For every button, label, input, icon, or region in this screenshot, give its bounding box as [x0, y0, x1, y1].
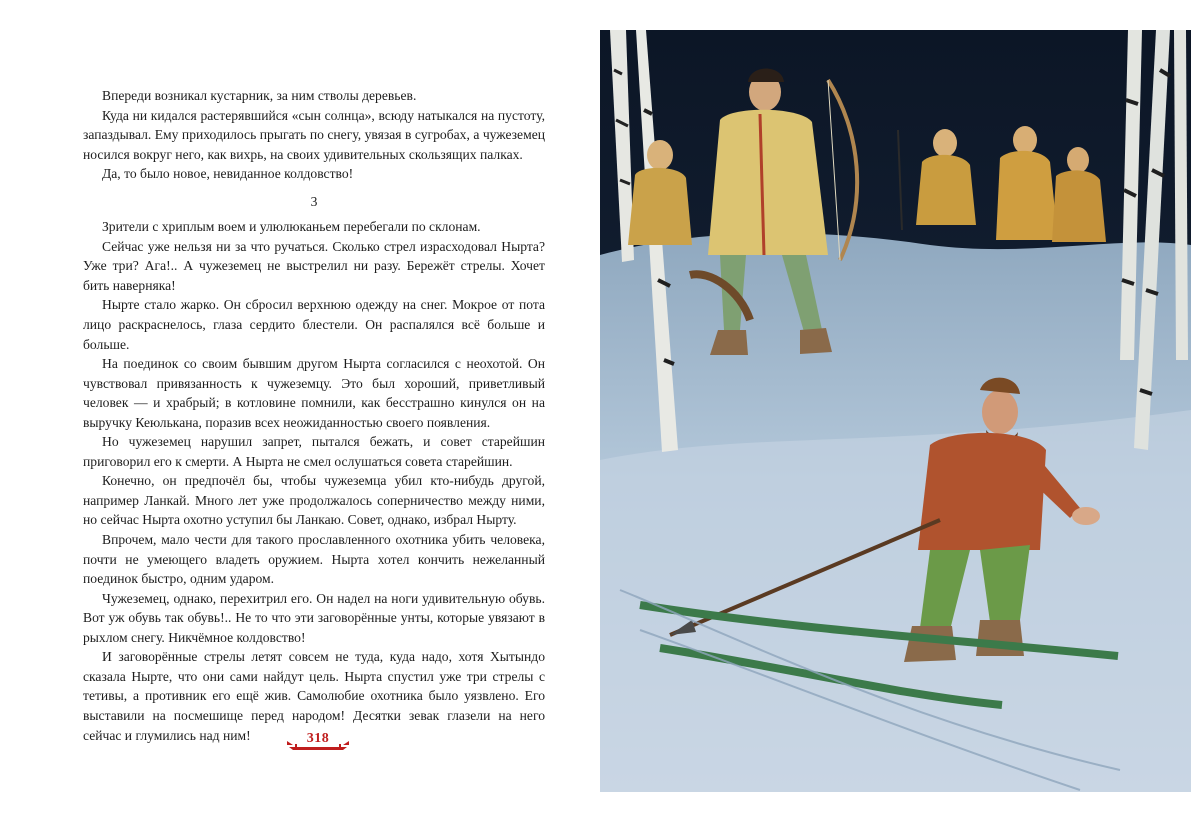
- paragraph: На поединок со своим бывшим другом Нырта согласился с неохотой. Он чувствовал привязанность к чужеземцу. Это был хороший, приветливый человек — и храбрый; в котловине помнили, как бесстрашно кинулся он на выручку Кеюлькана, поразив всех неожиданностью своего появления.: [83, 356, 545, 430]
- paragraph: Да, то было новое, невиданное колдовство!: [102, 166, 354, 182]
- page-number: 318: [306, 731, 330, 746]
- body-text: [83, 86, 545, 745]
- paragraph: Зрители с хриплым воем и улюлюканьем перебегали по склонам.: [102, 219, 481, 235]
- paragraph: Сейчас уже нельзя ни за что ручаться. Сколько стрел израсходовал Нырта? Уже три? Ага!.. А чужеземец не выстрелил ни разу. Бережёт стрелы. Хочет бить наверняка!: [83, 238, 545, 293]
- paragraph: Нырте стало жарко. Он сбросил верхнюю одежду на снег. Мокрое от пота лицо раскраснелось, глаза сердито блестели. Он распалялся всё больше и больше.: [83, 297, 545, 352]
- winter-duel-illustration: [600, 30, 1191, 792]
- paragraph: Конечно, он предпочёл бы, чтобы чужеземца убил кто-нибудь другой, например Ланкай. Много лет уже продолжалось соперничество между ними, но сейчас Нырта охотно уступил бы Ланкаю. Совет, однако, избрал Нырту.: [83, 473, 545, 528]
- paragraph: И заговорённые стрелы летят совсем не туда, куда надо, хотя Хытындо сказала Нырте, что они сами найдут цель. Нырта спустил уже три стрелы с тетивы, а противник его ещё жив. Самолюбие охотника было уязвлено. Его выставили на посмешище перед народом! Десятки зевак глазели на него сейчас и глумились над ним!: [83, 649, 545, 743]
- paragraph: Куда ни кидался растерявшийся «сын солнца», всюду натыкался на пустоту, запаздывал. Ему приходилось прыгать по снегу, увязая в сугробах, а чужеземец носился вокруг него, как вихрь, на своих удивительных скользящих палках.: [83, 107, 545, 162]
- chapter-number: 3: [310, 193, 318, 209]
- paragraph: Впрочем, мало чести для такого прославленного охотника убить человека, почти не умеющего владеть оружием. Нырта хотел кончить нежеланный поединок быстро, одним ударом.: [83, 532, 545, 587]
- page-number-ornament: [285, 729, 351, 753]
- paragraph: Но чужеземец нарушил запрет, пытался бежать, и совет старейшин приговорил его к смерти. А Нырта не смел ослушаться совета старейшин.: [83, 434, 545, 469]
- paragraph: Впереди возникал кустарник, за ним стволы деревьев.: [102, 88, 417, 103]
- paragraph: Чужеземец, однако, перехитрил его. Он надел на ноги удивительную обувь. Вот уж обувь так обувь!.. Не то что эти заговорённые унты, которые увязают в рыхлом снегу. Никчёмное колдовство!: [83, 590, 545, 645]
